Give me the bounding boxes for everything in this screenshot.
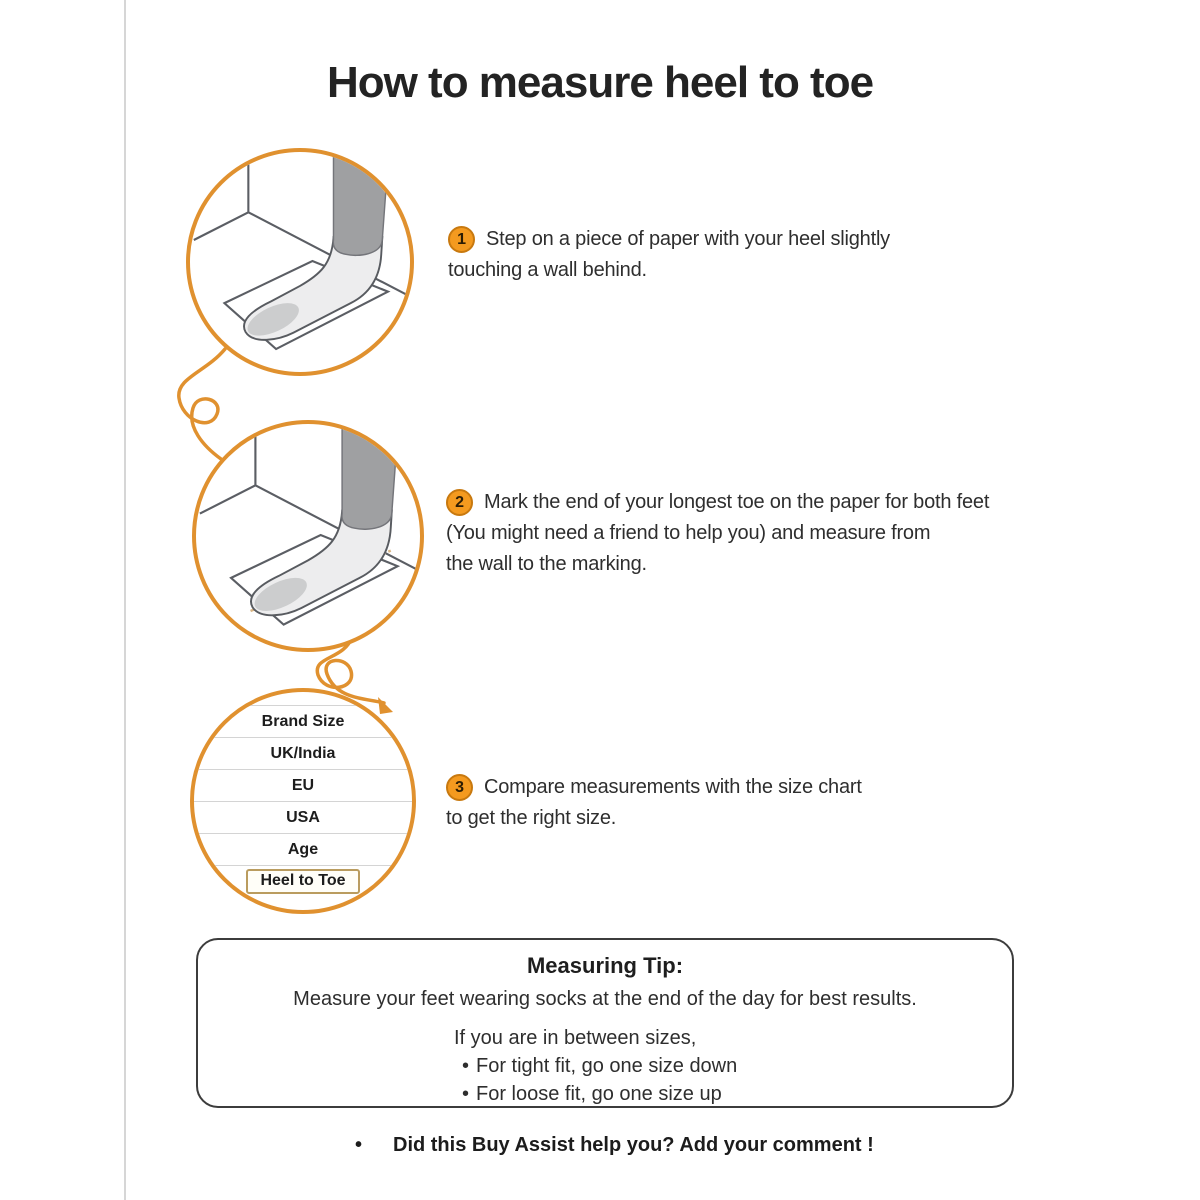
- connector-line-1: [179, 349, 225, 459]
- size-chart-row: [194, 737, 412, 769]
- foot-measure-illustration: [196, 424, 420, 648]
- step-2: [446, 487, 1046, 580]
- measuring-tip-line1: Measure your feet wearing socks at the end of the day for best results.: [293, 988, 917, 1010]
- size-chart-label: Brand Size: [261, 712, 345, 730]
- step-1-number-badge: 1: [448, 226, 475, 253]
- measuring-tip-title: Measuring Tip:: [526, 953, 684, 978]
- size-chart-row: [194, 801, 412, 833]
- size-chart-row: [194, 705, 412, 737]
- size-chart-row-highlighted: [194, 865, 412, 897]
- footer-text: Did this Buy Assist help you? Add your comment !: [393, 1134, 874, 1156]
- size-chart-label: USA: [286, 808, 320, 826]
- step-3-text-line: to get the right size.: [446, 807, 617, 829]
- step-3-text-line: Compare measurements with the size chart: [484, 776, 862, 798]
- foot-on-paper-illustration: [190, 152, 410, 372]
- size-chart-circle: [190, 688, 416, 914]
- step-2-text-line: Mark the end of your longest toe on the paper for both feet: [484, 491, 990, 513]
- measuring-tip-bullet-text: For tight fit, go one size down: [476, 1055, 738, 1077]
- measuring-tip-bullet-text: For loose fit, go one size up: [476, 1083, 722, 1105]
- bullet-icon: •: [462, 1083, 470, 1105]
- measuring-tip-bullet: [454, 1080, 737, 1108]
- heel-to-toe-highlight-box: Heel to Toe: [246, 869, 359, 894]
- footer-note: [355, 1134, 874, 1157]
- step-1-text-line: Step on a piece of paper with your heel slightly: [486, 228, 890, 250]
- left-border-line: [124, 0, 126, 1200]
- illustration-circle-step2: [192, 420, 424, 652]
- step-3-number-badge: 3: [446, 774, 473, 801]
- illustration-circle-step1: [186, 148, 414, 376]
- step-1: [448, 224, 968, 286]
- size-chart-label: EU: [291, 776, 315, 794]
- page-title: How to measure heel to toe: [326, 58, 874, 107]
- size-chart-table: [194, 705, 412, 897]
- measuring-tip-box: [196, 938, 1014, 1108]
- step-2-text-line: the wall to the marking.: [446, 553, 647, 575]
- step-2-number-badge: 2: [446, 489, 473, 516]
- size-chart-label: UK/India: [270, 744, 336, 762]
- size-chart-row: [194, 833, 412, 865]
- size-chart-label: Age: [287, 840, 319, 858]
- measuring-tip-sub-block: [454, 1024, 737, 1108]
- size-chart-row: [194, 769, 412, 801]
- bullet-icon: •: [355, 1134, 363, 1156]
- step-3: [446, 772, 966, 834]
- measuring-tip-line2: If you are in between sizes,: [454, 1027, 697, 1049]
- bullet-icon: •: [462, 1055, 470, 1077]
- step-1-text-line: touching a wall behind.: [448, 259, 647, 281]
- step-2-text-line: (You might need a friend to help you) and measure from: [446, 522, 931, 544]
- measuring-tip-bullet: [454, 1052, 737, 1080]
